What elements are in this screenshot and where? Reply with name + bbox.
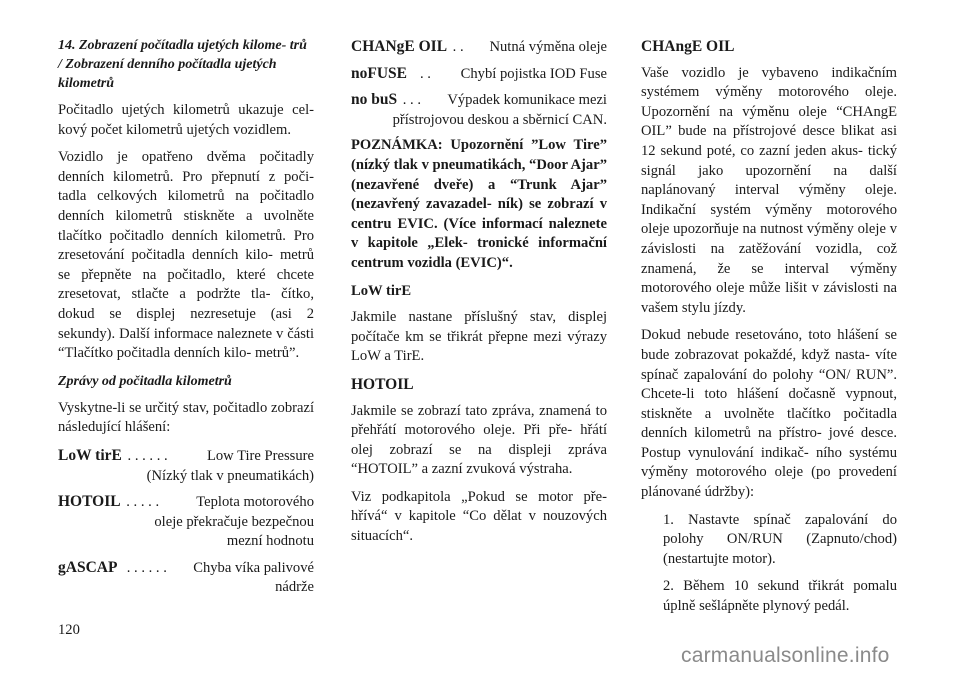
leader-dots: . . . . . bbox=[122, 494, 160, 511]
message-entry-gascap bbox=[58, 558, 314, 598]
message-description-cont: přístrojovou deskou a sběrnicí CAN. bbox=[392, 111, 607, 128]
subheading-odometer-messages: Zprávy od počitadla kilometrů bbox=[58, 373, 232, 389]
message-description: Chyba víka palivové bbox=[193, 559, 314, 576]
reset-step: 1. Nastavte spínač zapalování do polohy ON/RUN (Zapnuto/chod) (nestartujte motor). bbox=[663, 511, 897, 567]
reset-step: 2. Během 10 sekund třikrát pomalu úplně sešlápněte plynový pedál. bbox=[663, 578, 897, 615]
trip-odometer-paragraph: Vozidlo je opatřeno dvěma počitadly denních kilometrů. Pro přepnutí z poči- tadla celkových kilometrů na počitadlo denních kilometrů stiskněte a uvolněte tlačítko počitadlo denních kilometrů. Pro zresetování počitadla denních kilo- metrů se přepněte na počitadlo, které chcete zresetovat, stlačte a podržte tla- čítko, dokud se displej nezresetuje (asi 2 sekundy). Další informace naleznete v části “Tlačítko počitadla denních kilo- metrů”. bbox=[58, 149, 314, 362]
hotoil-paragraph: Jakmile se zobrazí tato zpráva, znamená to přehřátí motorového oleje. Při pře- hřátí olej zobrazí se na displeji zpráva “HOTOIL” a zazní zvuková výstraha. bbox=[351, 402, 607, 478]
change-oil-paragraph-2: Dokud nebude resetováno, toto hlášení se bude zobrazovat pokaždé, když nasta- víte spínač zapalování do polohy “ON/ RUN”. Chcete-li toto hlášení dočasně vypnout, stiskněte a uvolněte tlačítko počitadla denních kilometrů na přístro- jové desce. Postup vynulování indikač- ního systému výměny motorového oleje (po provedení plánované údržby): bbox=[641, 327, 897, 501]
message-entry-nofuse bbox=[351, 64, 607, 85]
message-description: Teplota motorového bbox=[196, 494, 314, 511]
reset-steps-list bbox=[641, 511, 897, 617]
message-description-cont: (Nízký tlak v pneumatikách) bbox=[146, 467, 314, 484]
messages-intro: Vyskytne-li se určitý stav, počitadlo zobrazí následující hlášení: bbox=[58, 399, 314, 436]
message-code: no buS bbox=[351, 91, 398, 109]
low-tire-heading: LoW tirE bbox=[351, 282, 412, 299]
section-heading-odometer: 14. Zobrazení počítadla ujetých kilome- trů / Zobrazení denního počítadla ujetých kilometrů bbox=[58, 38, 307, 91]
change-oil-paragraph-1: Vaše vozidlo je vybaveno indikačním systémem výměny motorového oleje. Upozornění na výměnu oleje “CHAngE OIL” bude na přístrojové desce blikat asi 12 sekund poté, co zazní jeden akus- tický signál jako upozornění na další naplánovaný interval výměny oleje. Indikační systém výměny motorového oleje upozorňuje na nutnost výměny oleje v závislosti na zatěžování vozidla, což znamená, že se interval výměny motorového oleje může lišit v závislosti na vašem stylu jízdy. bbox=[641, 64, 897, 316]
message-description-cont: oleje překračuje bezpečnou mezní hodnotu bbox=[154, 513, 314, 550]
message-entry-nobus bbox=[351, 90, 607, 130]
watermark: carmanualsonline.info bbox=[681, 644, 890, 667]
leader-dots: . . . . . . bbox=[123, 447, 168, 464]
column-2 bbox=[351, 37, 607, 555]
leader-dots: . . . bbox=[399, 92, 421, 109]
leader-dots: . . bbox=[449, 39, 464, 55]
note-paragraph: POZNÁMKA: Upozornění ”Low Tire” (nízký tlak v pneumatikách, “Door Ajar” (nezavřené dveře) a “Trunk Ajar” (nezavřený zavazadel- ník) se zobrazí v centru EVIC. (Více informací naleznete v kapitole „Elek- tronické informační centrum vozidla (EVIC)“. bbox=[351, 137, 607, 271]
message-description: Chybí pojistka IOD Fuse bbox=[460, 65, 607, 82]
low-tire-paragraph: Jakmile nastane příslušný stav, displej počítače km se třikrát přepne mezi výrazy LoW a TirE. bbox=[351, 309, 607, 365]
message-code: HOTOIL bbox=[58, 493, 121, 511]
message-code: LoW tirE bbox=[58, 446, 122, 464]
message-entry-change-oil bbox=[351, 37, 607, 58]
message-description: Výpadek komunikace mezi bbox=[447, 92, 607, 109]
leader-dots: . . . . . . bbox=[119, 559, 167, 576]
message-description-cont: nádrže bbox=[275, 579, 314, 596]
message-description: Low Tire Pressure bbox=[206, 447, 314, 464]
page-number: 120 bbox=[58, 622, 80, 638]
message-entry-low-tire bbox=[58, 446, 314, 486]
message-code: noFUSE bbox=[351, 64, 407, 82]
message-code: CHANgE OIL bbox=[351, 38, 448, 55]
hotoil-heading: HOTOIL bbox=[351, 375, 414, 393]
hotoil-reference-paragraph: Viz podkapitola „Pokud se motor pře- hřívá“ v kapitole “Co dělat v nouzových situacích“. bbox=[351, 488, 607, 545]
odometer-paragraph: Počitadlo ujetých kilometrů ukazuje cel- kový počet kilometrů ujetých vozidlem. bbox=[58, 102, 314, 138]
message-code: gASCAP bbox=[58, 558, 118, 576]
message-entry-hotoil bbox=[58, 492, 314, 552]
change-oil-heading: CHAngE OIL bbox=[641, 38, 735, 55]
column-3 bbox=[641, 37, 897, 625]
message-description: Nutná výměna oleje bbox=[489, 39, 607, 55]
leader-dots: . . bbox=[409, 65, 431, 82]
column-1 bbox=[58, 36, 314, 604]
